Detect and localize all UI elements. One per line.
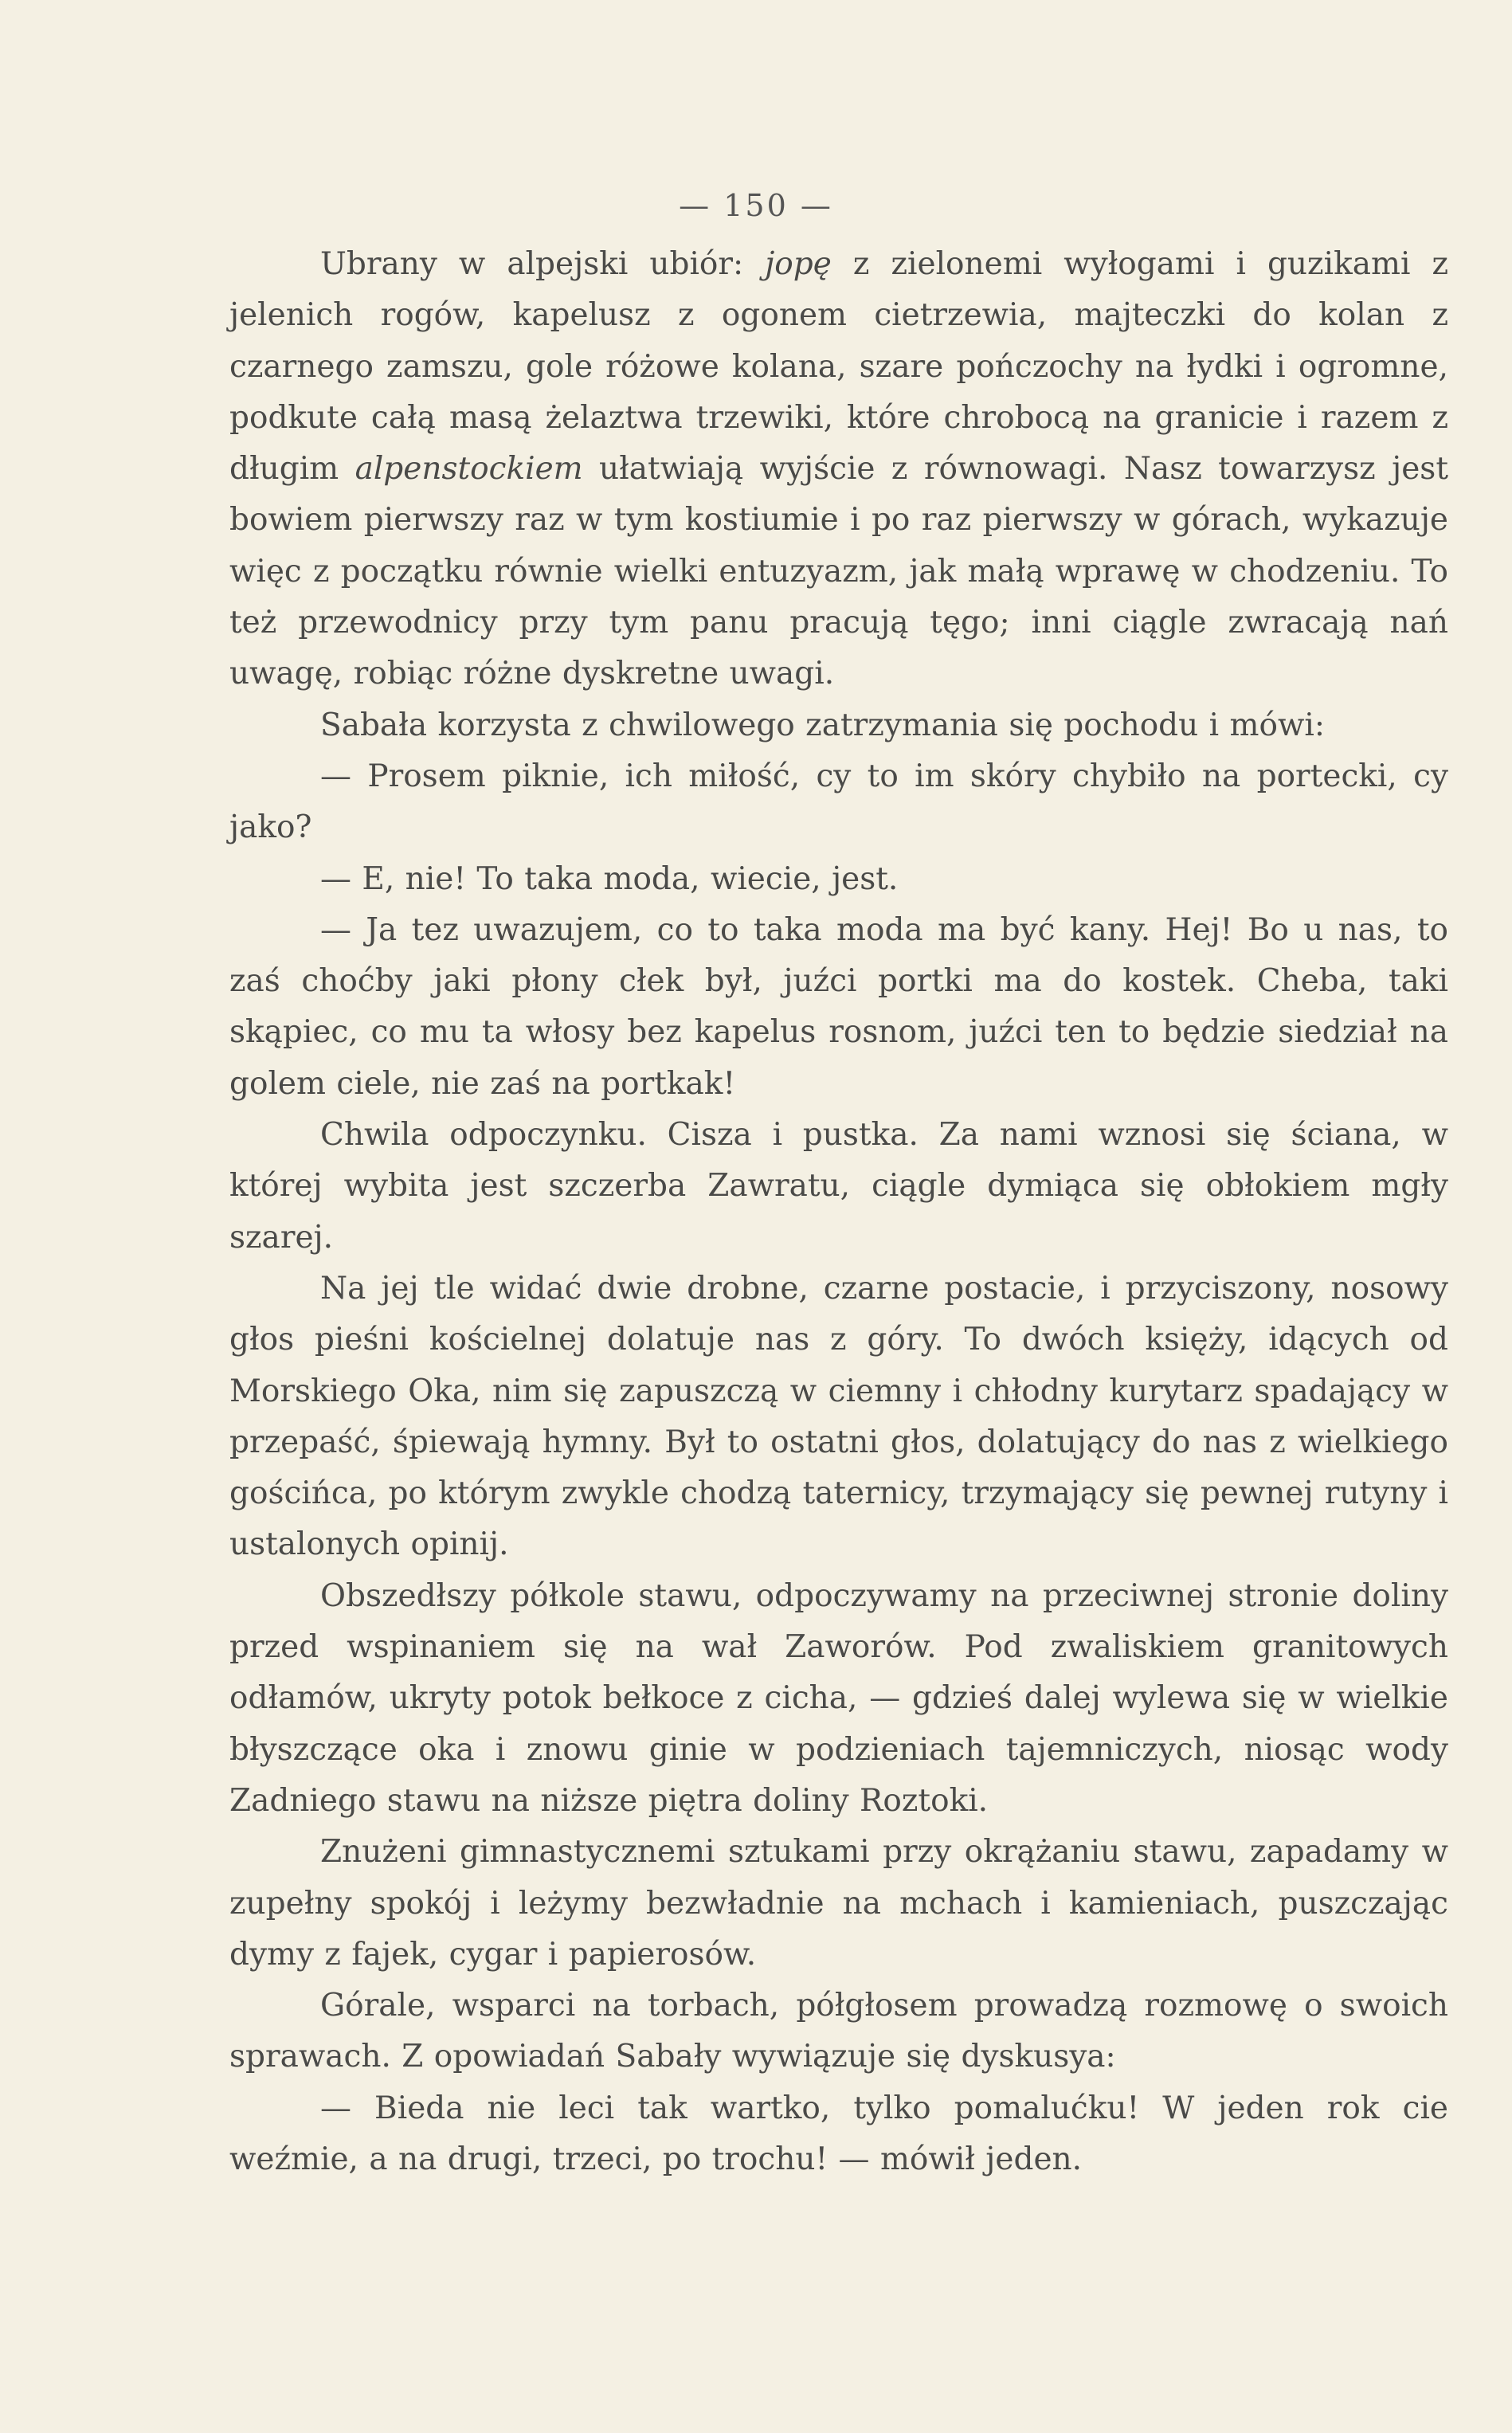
paragraph-8: Obszedłszy półkole stawu, odpoczywamy na przeciwnej stronie doliny przed wspinaniem się na wał Zaworów. Pod zwaliskiem granitowych odłamów, ukryty potok bełkoce z cicha, — gdzieś dalej wylewa się w wielkie błyszczące oka i znowu ginie w podzieniach tajemniczych, niosąc wody Zadniego stawu na niższe piętra doliny Roztoki. [229, 1577, 1448, 1819]
page-number: — 150 — [679, 188, 833, 223]
paragraph-2: Sabała korzysta z chwilowego zatrzymania się pochodu i mówi: [320, 707, 1325, 743]
paragraph-1-italic: jopę [765, 246, 832, 282]
paragraph-9: Znużeni gimnastycznemi sztukami przy okrążaniu stawu, zapadamy w zupełny spokój i leżymy bezwładnie na mchach i kamieniach, puszczając dymy z fajek, cygar i papierosów. [229, 1834, 1448, 1973]
paragraph-1 [229, 239, 1448, 700]
paragraph-7: Na jej tle widać dwie drobne, czarne postacie, i przyciszony, nosowy głos pieśni kościelnej dolatuje nas z góry. To dwóch księży, idących od Morskiego Oka, nim się zapuszczą w ciemny i chłodny kurytarz spadający w przepaść, śpiewają hymny. Był to ostatni głos, dolatujący do nas z wielkiego gościńca, po którym zwykle chodzą taternicy, trzymający się pewnej rutyny i ustalonych opinij. [229, 1270, 1448, 1563]
italic-term: alpenstockiem [354, 451, 583, 488]
paragraph-6: Chwila odpoczynku. Cisza i pustka. Za nami wznosi się ściana, w której wybita jest szczerba Zawratu, ciągle dymiąca się obłokiem mgły szarej. [229, 1117, 1448, 1256]
paragraph-4: — E, nie! To taka moda, wiecie, jest. [320, 860, 899, 897]
paragraph-5: — Ja tez uwazujem, co to taka moda ma być kany. Hej! Bo u nas, to zaś choćby jaki płony cłek był, juźci portki ma do kostek. Cheba, taki skąpiec, co mu ta włosy bez kapelus rosnom, juźci ten to będzie siedział na golem ciele, nie zaś na portkak! [229, 911, 1448, 1102]
paragraph-1-before: Ubrany w alpejski ubiór: [320, 246, 766, 282]
paragraph-10: Górale, wsparci na torbach, półgłosem prowadzą rozmowę o swoich sprawach. Z opowiadań Sabały wywiązuje się dyskusya: [229, 1988, 1448, 2075]
paragraph-1-after: z zielonemi wyłogami i guzikami z jelenich rogów, kapelusz z ogonem cietrzewia, majteczki do kolan z czarnego zamszu, gole różowe kolana, szare pończochy na łydki i ogromne, podkute całą masą żelaztwa trzewiki, które chrobocą na granicie i razem z długim [229, 246, 1448, 488]
paragraph-11: — Bieda nie leci tak wartko, tylko pomalućku! W jeden rok cie weźmie, a na drugi, trzeci, po trochu! — mówił jeden. [229, 2090, 1448, 2177]
body-text [229, 239, 1448, 2185]
paragraph-3: — Prosem piknie, ich miłość, cy to im skóry chybiło na portecki, cy jako? [229, 758, 1448, 846]
paragraph-1-continued: ułatwiają wyjście z równowagi. Nasz towarzysz jest bowiem pierwszy raz w tym kostiumie i po raz pierwszy w górach, wykazuje więc z początku równie wielki entuzyazm, jak małą wprawę w chodzeniu. To też przewodnicy przy tym panu pracują tęgo; inni ciągle zwracają nań uwagę, robiąc różne dyskretne uwagi. [229, 451, 1448, 692]
